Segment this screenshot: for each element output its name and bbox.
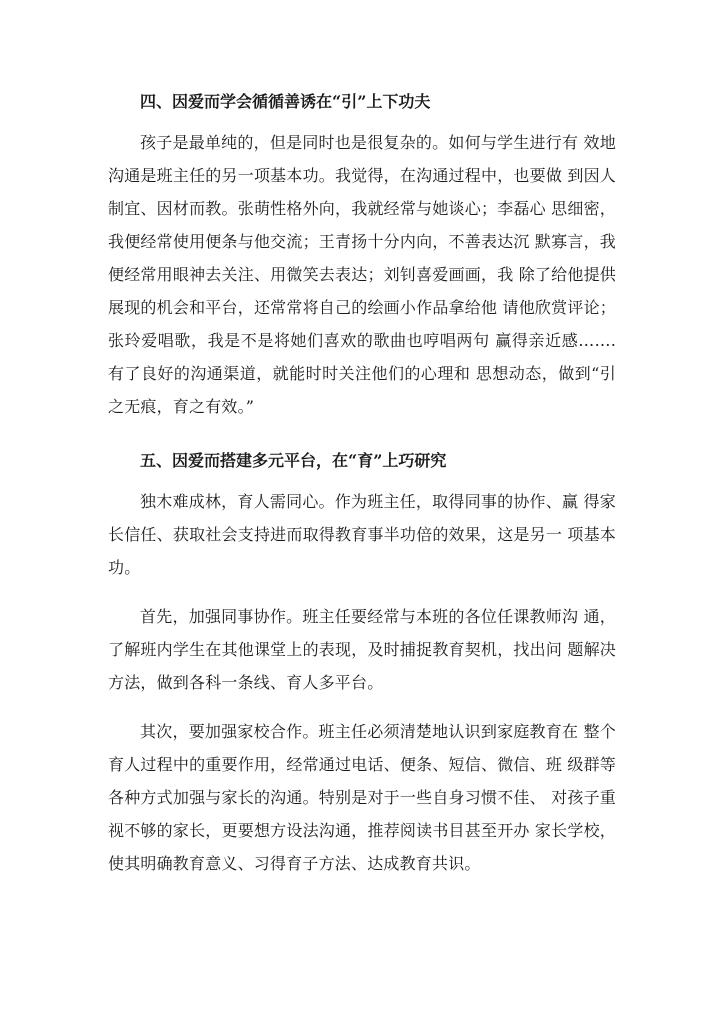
section-heading-4: 四、因爱而学会循循善诱在“引”上下功夫	[140, 92, 431, 111]
section-5-paragraph-1: 独木难成林，育人需同心。作为班主任，取得同事的协作、赢 得家长信任、获取社会支持进而取得教育事半功倍的效果，这是另一 项基本功。	[108, 492, 616, 577]
document-page	[108, 84, 616, 880]
section-5-paragraph-2: 首先，加强同事协作。班主任要经常与本班的各位任课教师沟 通，了解班内学生在其他课堂上的表现，及时捕捉教育契机，找出问 题解决方法，做到各科一条线、育人多平台。	[108, 607, 616, 692]
section-4-paragraph: 孩子是最单纯的，但是同时也是很复杂的。如何与学生进行有 效地沟通是班主任的另一项基本功。我觉得，在沟通过程中，也要做 到因人制宜、因材而教。张萌性格外向，我就经常与她谈心；李磊心 思细密，我便经常使用便条与他交流；王青扬十分内向，不善表达沉 默寡言，我便经常用眼神去关注、用微笑去表达；刘钊喜爱画画，我 除了给他提供展现的机会和平台，还常常将自己的绘画小作品拿给他 请他欣赏评论；张玲爱唱歌，我是不是将她们喜欢的歌曲也哼唱两句 赢得亲近感…….有了良好的沟通渠道，就能时时关注他们的心理和 思想动态，做到“引之无痕，育之有效。”	[108, 133, 616, 416]
section-5-paragraph-3: 其次，要加强家校合作。班主任必须清楚地认识到家庭教育在 整个育人过程中的重要作用，经常通过电话、便条、短信、微信、班 级群等各种方式加强与家长的沟通。特别是对于一些自身习惯不佳、 对孩子重视不够的家长，更要想方设法沟通，推荐阅读书目甚至开办 家长学校，使其明确教育意义、习得育子方法、达成教育共识。	[108, 722, 616, 873]
section-heading-5: 五、因爱而搭建多元平台，在“育”上巧研究	[140, 451, 447, 470]
